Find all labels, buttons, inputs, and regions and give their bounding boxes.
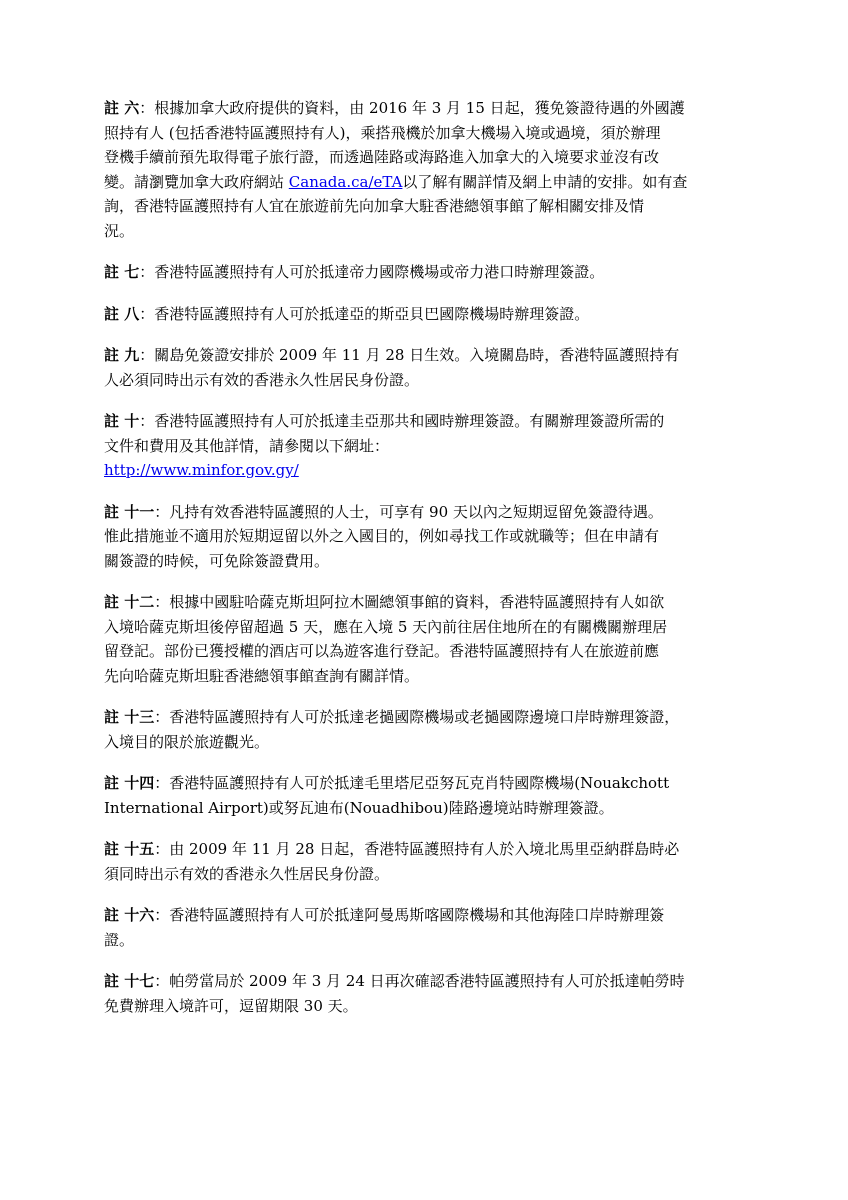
note-text: 況。 xyxy=(104,221,135,240)
note-text: 關島免簽證安排於 2009 年 11 月 28 日生效。入境關島時，香港特區護照持有 xyxy=(154,346,680,364)
note-text: 香港特區護照持有人可於抵達帝力國際機場或帝力港口時辦理簽證。 xyxy=(154,263,605,281)
note-text: 根據中國駐哈薩克斯坦阿拉木圖總領事館的資料，香港特區護照持有人如欲 xyxy=(169,593,665,611)
note-label: 註 十 xyxy=(104,412,140,430)
note-9 xyxy=(104,343,752,392)
note-colon: ： xyxy=(154,906,170,924)
note-label: 註 十三 xyxy=(104,708,155,726)
note-colon: ： xyxy=(154,502,170,521)
note-colon: ： xyxy=(154,593,170,611)
note-colon: ： xyxy=(154,774,170,792)
note-text: 以了解有關詳情及網上申請的安排。如有查 xyxy=(402,172,688,191)
note-text: 證。 xyxy=(104,930,135,949)
note-text: 免費辦理入境許可，逗留期限 30 天。 xyxy=(104,996,358,1015)
note-label: 註 十六 xyxy=(104,906,155,924)
note-text: 根據加拿大政府提供的資料，由 2016 年 3 月 15 日起，獲免簽證待遇的外國護 xyxy=(154,99,685,117)
note-colon: ： xyxy=(154,840,170,858)
note-colon: ： xyxy=(139,263,155,281)
note-text: 登機手續前預先取得電子旅行證，而透過陸路或海路進入加拿大的入境要求並沒有改 xyxy=(104,148,660,166)
note-colon: ： xyxy=(139,346,155,364)
note-colon: ： xyxy=(139,99,155,117)
note-colon: ： xyxy=(139,304,155,323)
note-11 xyxy=(104,500,752,574)
note-colon: ： xyxy=(154,972,170,990)
note-7 xyxy=(104,260,752,285)
note-label: 註 六 xyxy=(104,99,140,117)
note-text: 香港特區護照持有人可於抵達老撾國際機場或老撾國際邊境口岸時辦理簽證， xyxy=(169,708,680,726)
note-8 xyxy=(104,302,752,327)
canada-eta-link[interactable]: Canada.ca/eTA xyxy=(288,172,403,191)
note-16 xyxy=(104,903,752,952)
note-text: 人必須同時出示有效的香港永久性居民身份證。 xyxy=(104,370,420,389)
note-text: 香港特區護照持有人可於抵達阿曼馬斯喀國際機場和其他海陸口岸時辦理簽 xyxy=(169,906,665,924)
note-text: 入境哈薩克斯坦後停留超過 5 天，應在入境 5 天內前往居住地所在的有關機關辦理居 xyxy=(104,617,668,636)
note-text: 香港特區護照持有人可於抵達亞的斯亞貝巴國際機場時辦理簽證。 xyxy=(154,304,590,323)
note-label: 註 八 xyxy=(104,304,140,323)
note-text: 須同時出示有效的香港永久性居民身份證。 xyxy=(104,864,390,883)
note-label: 註 九 xyxy=(104,346,140,364)
note-text: 香港特區護照持有人可於抵達毛里塔尼亞努瓦克肖特國際機場(Nouakchott xyxy=(169,774,670,792)
note-text: 先向哈薩克斯坦駐香港總領事館查詢有關詳情。 xyxy=(104,666,420,685)
note-label: 註 十七 xyxy=(104,972,155,990)
note-text: 文件和費用及其他詳情，請參閱以下網址： xyxy=(104,436,390,455)
note-15 xyxy=(104,837,752,886)
note-text: 關簽證的時候，可免除簽證費用。 xyxy=(104,551,330,570)
note-text: 由 2009 年 11 月 28 日起，香港特區護照持有人於入境北馬里亞納群島時必 xyxy=(169,840,680,858)
note-text: 凡持有效香港特區護照的人士，可享有 90 天以內之短期逗留免簽證待遇。 xyxy=(169,502,663,521)
note-17 xyxy=(104,969,752,1018)
note-text: 惟此措施並不適用於短期逗留以外之入國目的，例如尋找工作或就職等；但在申請有 xyxy=(104,527,660,545)
note-text: 帕勞當局於 2009 年 3 月 24 日再次確認香港特區護照持有人可於抵達帕勞時 xyxy=(169,972,685,990)
note-text: 照持有人 (包括香港特區護照持有人)，乘搭飛機於加拿大機場入境或過境，須於辦理 xyxy=(104,123,661,142)
minfor-link[interactable]: http://www.minfor.gov.gy/ xyxy=(104,461,299,479)
note-12 xyxy=(104,590,752,688)
note-6 xyxy=(104,96,752,243)
note-10 xyxy=(104,409,752,483)
note-label: 註 十二 xyxy=(104,593,155,611)
note-13 xyxy=(104,705,752,754)
note-text: 留登記。部份已獲授權的酒店可以為遊客進行登記。香港特區護照持有人在旅遊前應 xyxy=(104,642,660,660)
note-text: 詢，香港特區護照持有人宜在旅遊前先向加拿大駐香港總領事館了解相關安排及情 xyxy=(104,197,645,215)
note-colon: ： xyxy=(154,708,170,726)
note-text: 香港特區護照持有人可於抵達圭亞那共和國時辦理簽證。有關辦理簽證所需的 xyxy=(154,412,665,430)
note-14 xyxy=(104,771,752,820)
note-label: 註 十一 xyxy=(104,502,155,521)
note-label: 註 七 xyxy=(104,263,140,281)
note-colon: ： xyxy=(139,412,155,430)
note-text: 變。請瀏覽加拿大政府網站 xyxy=(104,172,289,191)
note-label: 註 十四 xyxy=(104,774,155,792)
note-text: 入境目的限於旅遊觀光。 xyxy=(104,732,270,751)
note-label: 註 十五 xyxy=(104,840,155,858)
note-text: International Airport)或努瓦迪布(Nouadhibou)陸路邊境站時辦理簽證。 xyxy=(104,798,614,817)
